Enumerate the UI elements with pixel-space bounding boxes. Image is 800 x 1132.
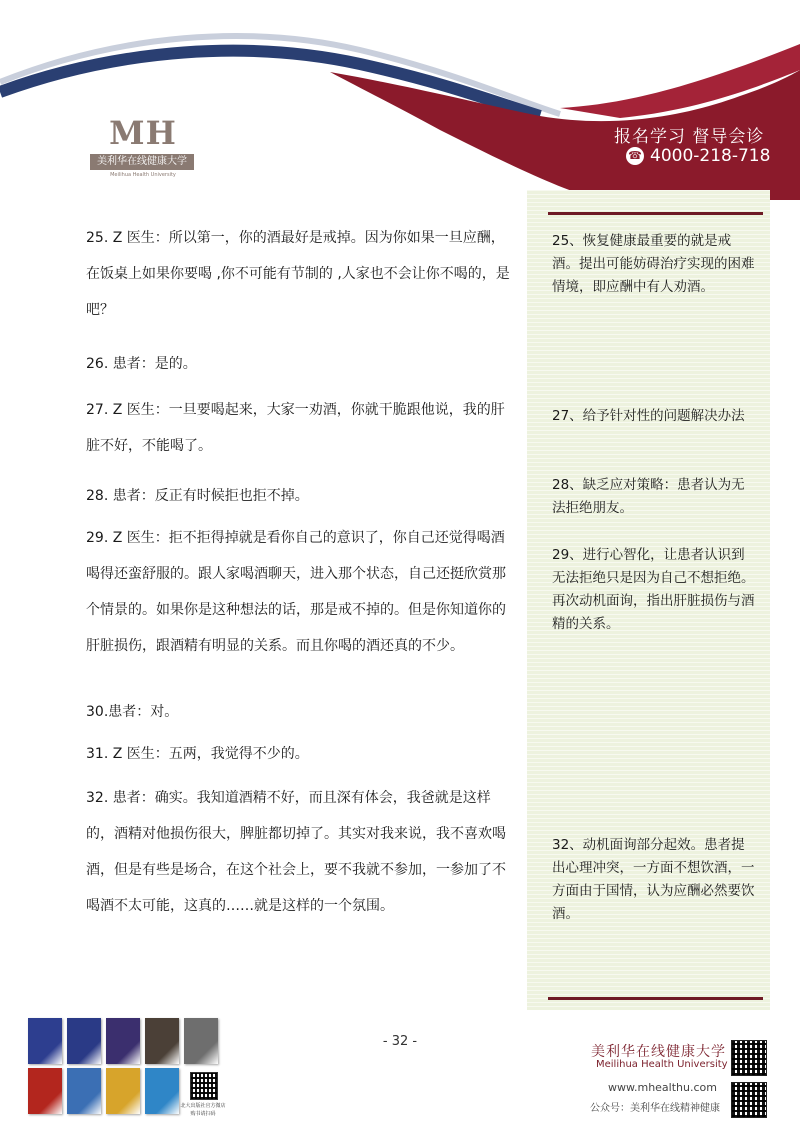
sidebar-top-rule <box>548 212 763 215</box>
dialogue-30: 30.患者：对。 <box>86 704 179 720</box>
dialogue-29: 29. Z 医生：拒不拒得掉就是看你自己的意识了，你自己还觉得喝酒喝得还蛮舒服的。跟人家喝酒聊天，进入那个状态，自己还挺欣赏那个情景的。如果你是这种想法的话，那是戒不掉的。但是你知道你的肝脏损伤，跟酒精有明显的关系。而且你喝的酒还真的不少。 <box>86 530 506 654</box>
dialogue-32: 32. 患者：确实。我知道酒精不好，而且深有体会，我爸就是这样的，酒精对他损伤很大，脾脏都切掉了。其实对我来说，我不喜欢喝酒，但是有些是场合，在这个社会上，要不我就不参加，一参加了不喝酒不太可能，这真的……就是这样的一个氛围。 <box>86 790 506 914</box>
book-cover <box>145 1068 179 1114</box>
book-cover <box>67 1018 101 1064</box>
dialogue-31: 31. Z 医生：五两，我觉得不少的。 <box>86 746 309 762</box>
page-number: - 32 - <box>382 1034 418 1049</box>
shop-qr-code <box>190 1072 218 1100</box>
phone-number: 4000-218-718 <box>650 146 771 166</box>
website-qr-code <box>731 1040 767 1076</box>
footer-brand-en: Meilihua Health University <box>596 1059 728 1070</box>
book-cover <box>28 1068 62 1114</box>
book-cover <box>184 1018 218 1064</box>
note-27: 27、给予针对性的问题解决办法 <box>552 408 745 424</box>
logo-mark: MH <box>109 114 177 152</box>
note-25: 25、恢复健康最重要的就是戒酒。提出可能妨碍治疗实现的困难情境，即应酬中有人劝酒。 <box>552 233 755 295</box>
logo-subtitle: Meilihua Health University <box>110 172 176 178</box>
dialogue-25: 25. Z 医生：所以第一，你的酒最好是戒掉。因为你如果一旦应酬，在饭桌上如果你要喝 ,你不可能有节制的 ,人家也不会让你不喝的，是吧？ <box>86 230 510 318</box>
header-tagline: 报名学习 督导会诊 <box>614 127 765 147</box>
dialogue-28: 28. 患者：反正有时候拒也拒不掉。 <box>86 488 309 504</box>
dialogue-26: 26. 患者：是的。 <box>86 356 197 372</box>
footer-wechat: 公众号：美利华在线精神健康 <box>590 1103 720 1114</box>
mh-logo <box>88 108 198 192</box>
note-28: 28、缺乏应对策略：患者认为无法拒绝朋友。 <box>552 477 745 516</box>
book-cover <box>145 1018 179 1064</box>
note-29: 29、进行心智化，让患者认识到无法拒绝只是因为自己不想拒绝。再次动机面询，指出肝脏损伤与酒精的关系。 <box>552 547 755 632</box>
note-32: 32、动机面询部分起效。患者提出心理冲突，一方面不想饮酒，一方面由于国情，认为应酬必然要饮酒。 <box>552 837 755 922</box>
footer-website[interactable]: www.mhealthu.com <box>608 1081 717 1094</box>
book-cover <box>106 1068 140 1114</box>
phone-icon: ☎ <box>626 147 644 165</box>
book-cover <box>28 1018 62 1064</box>
dialogue-27: 27. Z 医生：一旦要喝起来，大家一劝酒，你就干脆跟他说，我的肝脏不好，不能喝了。 <box>86 402 505 454</box>
wechat-qr-code <box>731 1082 767 1118</box>
footer-brand-cn: 美利华在线健康大学 <box>591 1044 726 1060</box>
book-cover <box>67 1068 101 1114</box>
header-phone <box>626 146 770 166</box>
logo-ribbon: 美利华在线健康大学 <box>90 154 194 170</box>
sidebar-bottom-rule <box>548 997 763 1000</box>
qr-caption-buy: 购书请扫码 <box>190 1111 216 1117</box>
qr-caption-shop: 北大出版社官方微店 <box>180 1103 226 1109</box>
book-cover <box>106 1018 140 1064</box>
